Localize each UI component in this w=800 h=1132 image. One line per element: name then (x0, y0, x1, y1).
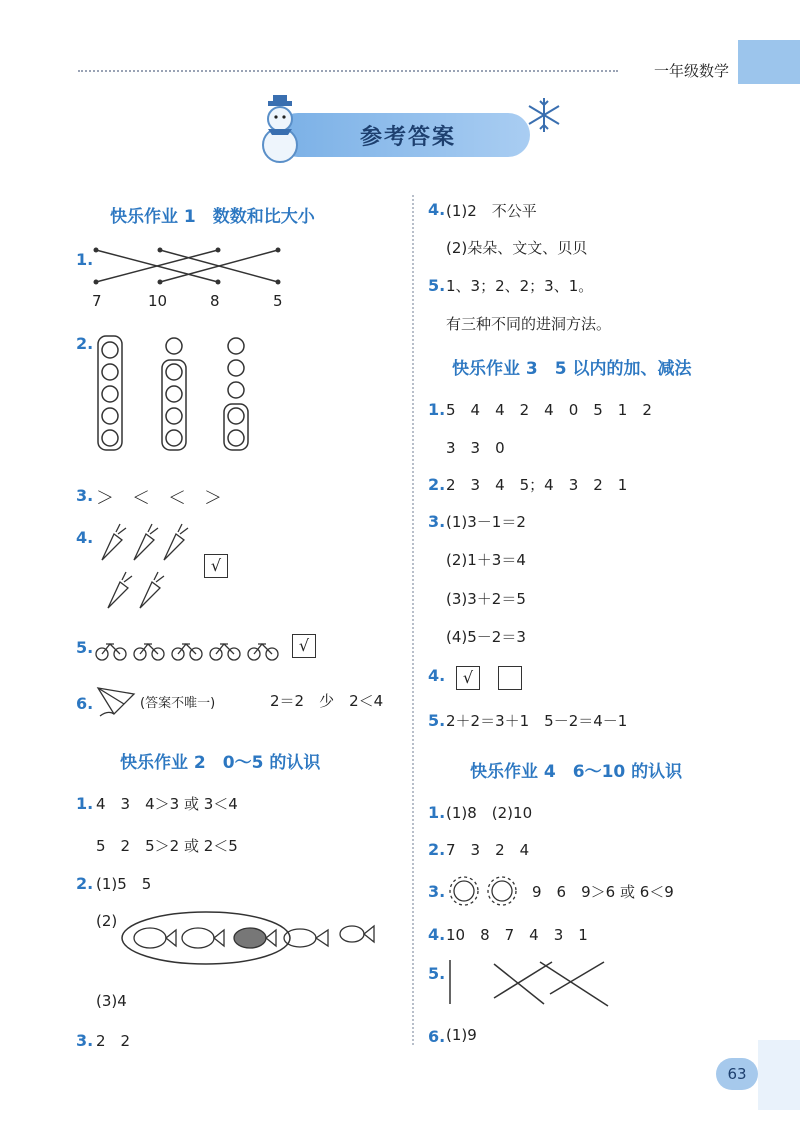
answer-line: (3)3＋2＝5 (446, 590, 526, 608)
bicycles-icon (94, 636, 282, 664)
q-number: 3. (76, 1031, 94, 1050)
q-number: 5. (428, 276, 446, 295)
answer-line: (1)9 (446, 1026, 477, 1044)
answer-line: 2＋2＝3＋1 5－2＝4－1 (446, 712, 628, 730)
q-number: 3. (428, 882, 446, 901)
header-subject-tab (614, 40, 800, 84)
answer-line: 1、3；2、2；3、1。 (446, 277, 594, 295)
page-edge-tab (758, 1040, 800, 1110)
page-title: 参考答案 (360, 125, 457, 150)
answer-line: (2)1＋3＝4 (446, 551, 526, 569)
sun-icons (448, 874, 520, 908)
header-subject: 一年级数学 (654, 62, 730, 80)
q-number: 1. (76, 250, 94, 269)
answer-line: (1)2 不公平 (446, 202, 537, 220)
answer-line: 9 6 9＞6 或 6＜9 (532, 883, 674, 901)
answer-text: 2＝2 少 2＜4 (270, 692, 384, 710)
checkbox-checked: √ (204, 554, 228, 578)
answer-line: (1)5 5 (96, 875, 152, 893)
answer-line: 2 2 (96, 1032, 131, 1050)
section-title-4: 快乐作业 4 6～10 的认识 (470, 762, 683, 782)
q-number: 2. (428, 840, 446, 859)
q-number: 5. (428, 964, 446, 983)
kite-icon (94, 684, 138, 718)
q-number: 1. (76, 794, 94, 813)
compare-signs: ＞ ＜ ＜ ＞ (96, 488, 222, 509)
bead-towers-icon (92, 330, 262, 455)
q-number: 6. (76, 694, 94, 713)
checkbox-checked: √ (292, 634, 316, 658)
snowflake-icon (524, 95, 564, 135)
header-dotted-line (78, 70, 618, 72)
match-number: 8 (210, 292, 220, 310)
q-number: 3. (428, 512, 446, 531)
answer-line: (1)3－1＝2 (446, 513, 526, 531)
q-number: 4. (76, 528, 94, 547)
header-tab-bar (738, 40, 800, 84)
q-number: 4. (428, 200, 446, 219)
title-banner (248, 95, 548, 165)
answer-line: 5 2 5＞2 或 2＜5 (96, 837, 238, 855)
section-title-3: 快乐作业 3 5 以内的加、减法 (452, 359, 692, 379)
section-title-1: 快乐作业 1 数数和比大小 (110, 207, 315, 227)
q-number: 4. (428, 925, 446, 944)
answer-line: 5 4 4 2 4 0 5 1 2 (446, 401, 652, 419)
answer-line: 有三种不同的进洞方法。 (446, 315, 612, 333)
answer-line: (1)8 (2)10 (446, 804, 533, 822)
q-number: 3. (76, 486, 94, 505)
q-number: 1. (428, 803, 446, 822)
carrots-icon (94, 520, 194, 612)
match-number: 10 (148, 292, 168, 310)
fish-group-icon (120, 908, 392, 966)
snowman-icon (248, 95, 318, 165)
q-number: 2. (76, 874, 94, 893)
answer-line: (2)朵朵、文文、贝贝 (446, 239, 588, 257)
matching-lines (88, 240, 288, 290)
line-segments (440, 954, 620, 1010)
q-number: 6. (428, 1027, 446, 1046)
answer-label: (2) (96, 912, 118, 930)
section-title-2: 快乐作业 2 0～5 的认识 (120, 753, 321, 773)
checkbox-checked: √ (456, 666, 480, 690)
match-number: 7 (92, 292, 102, 310)
answer-line: 2 3 4 5；4 3 2 1 (446, 476, 628, 494)
answer-line: (3)4 (96, 992, 127, 1010)
q-number: 2. (428, 475, 446, 494)
answer-line: (4)5－2＝3 (446, 628, 526, 646)
answer-line: 4 3 4＞3 或 3＜4 (96, 795, 238, 813)
q-number: 2. (76, 334, 94, 353)
match-number: 5 (273, 292, 283, 310)
answer-line: 3 3 0 (446, 439, 505, 457)
q-number: 5. (76, 638, 94, 657)
page-number: 63 (716, 1058, 758, 1090)
q-number: 4. (428, 666, 446, 685)
q-number: 5. (428, 711, 446, 730)
answer-line: 10 8 7 4 3 1 (446, 926, 588, 944)
column-divider (412, 195, 414, 1045)
answer-line: 7 3 2 4 (446, 841, 530, 859)
answer-note: (答案不唯一) (140, 696, 216, 711)
q-number: 1. (428, 400, 446, 419)
checkbox-empty (498, 666, 522, 690)
